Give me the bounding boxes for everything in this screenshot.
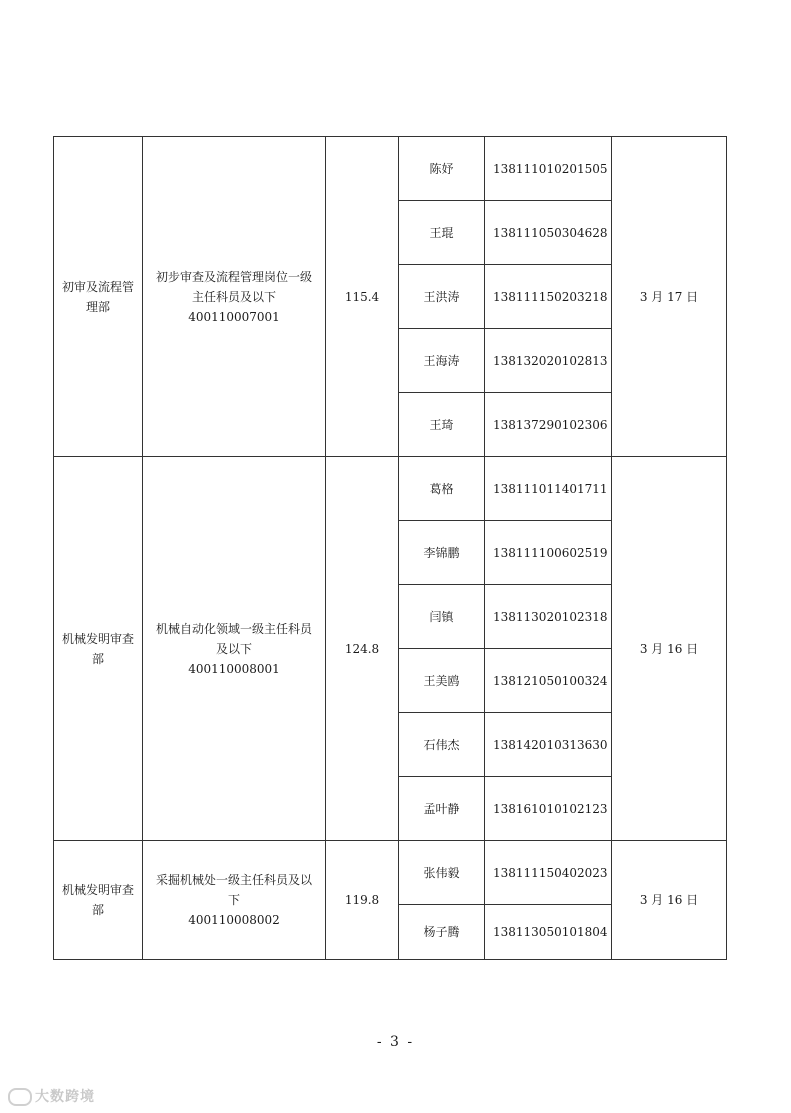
interview-date-cell: 3 月 16 日: [612, 841, 727, 960]
position-cell: 采掘机械处一级主任科员及以下 400110008002: [143, 841, 326, 960]
position-code: 400110008002: [188, 913, 280, 927]
candidate-ticket: 138142010313630: [485, 713, 612, 777]
candidate-ticket: 138132020102813: [485, 329, 612, 393]
candidate-name: 闫镇: [399, 585, 485, 649]
candidate-name: 张伟毅: [399, 841, 485, 905]
watermark-logo-icon: [8, 1088, 32, 1106]
candidate-name: 王琨: [399, 201, 485, 265]
candidate-name: 王洪涛: [399, 265, 485, 329]
table-row: [54, 137, 727, 201]
score-cell: 124.8: [326, 457, 399, 841]
candidate-name: 王琦: [399, 393, 485, 457]
candidate-name: 葛格: [399, 457, 485, 521]
candidate-ticket: 138111150203218: [485, 265, 612, 329]
interview-date-cell: 3 月 16 日: [612, 457, 727, 841]
candidate-name: 王海涛: [399, 329, 485, 393]
position-code: 400110007001: [188, 309, 280, 324]
interview-date-cell: 3 月 17 日: [612, 137, 727, 457]
candidate-ticket: 138113020102318: [485, 585, 612, 649]
candidate-name: 石伟杰: [399, 713, 485, 777]
candidate-name: 陈妤: [399, 137, 485, 201]
position-cell: 初步审查及流程管理岗位一级主任科员及以下 400110007001: [143, 137, 326, 457]
candidate-name: 杨子腾: [399, 905, 485, 960]
candidate-ticket: 138137290102306: [485, 393, 612, 457]
table-row: [54, 841, 727, 905]
candidate-ticket: 138161010102123: [485, 777, 612, 841]
candidate-ticket: 138111150402023: [485, 841, 612, 905]
position-cell: 机械自动化领域一级主任科员及以下 400110008001: [143, 457, 326, 841]
department-cell: 机械发明审查部: [54, 841, 143, 960]
score-cell: 115.4: [326, 137, 399, 457]
candidate-ticket: 138121050100324: [485, 649, 612, 713]
candidate-ticket: 138113050101804: [485, 905, 612, 960]
candidate-ticket: 138111050304628: [485, 201, 612, 265]
position-code: 400110008001: [188, 661, 280, 676]
candidate-name: 王美鸥: [399, 649, 485, 713]
interview-roster-table: [53, 136, 727, 960]
watermark: [8, 1086, 95, 1106]
candidate-ticket: 138111100602519: [485, 521, 612, 585]
table-row: [54, 457, 727, 521]
candidate-ticket: 138111010201505: [485, 137, 612, 201]
candidate-name: 李锦鹏: [399, 521, 485, 585]
watermark-text: 大数跨境: [35, 1089, 95, 1105]
score-cell: 119.8: [326, 841, 399, 960]
page-number: - 3 -: [376, 1034, 415, 1050]
candidate-name: 孟叶静: [399, 777, 485, 841]
department-cell: 初审及流程管理部: [54, 137, 143, 457]
department-cell: 机械发明审查部: [54, 457, 143, 841]
candidate-ticket: 138111011401711: [485, 457, 612, 521]
